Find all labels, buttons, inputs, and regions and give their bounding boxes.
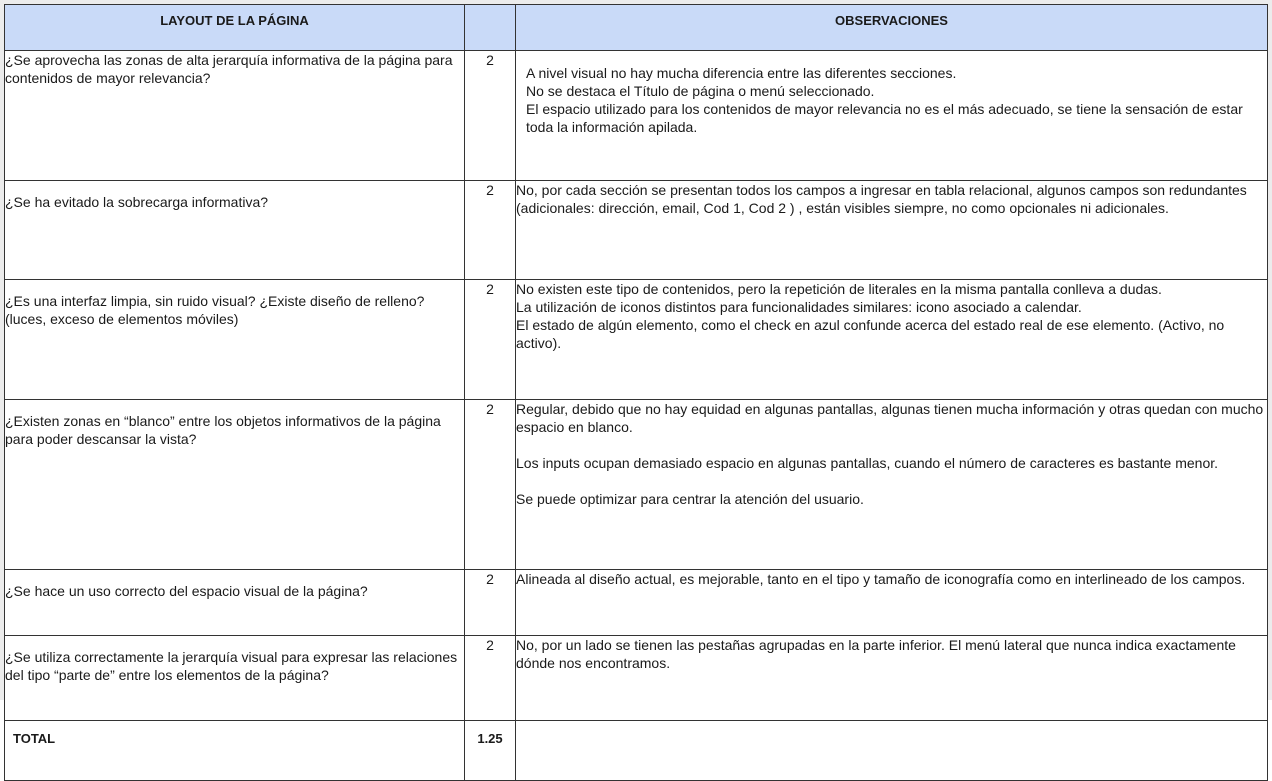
header-score bbox=[465, 5, 516, 51]
table-row bbox=[5, 181, 1268, 280]
total-label: TOTAL bbox=[5, 721, 465, 781]
observations-cell bbox=[516, 181, 1268, 280]
table-header-row bbox=[5, 5, 1268, 51]
question-cell: ¿Es una interfaz limpia, sin ruido visual? ¿Existe diseño de relleno?(luces, exceso de elementos móviles) bbox=[5, 280, 465, 400]
observation-line: El estado de algún elemento, como el check en azul confunde acerca del estado real de ese elemento. (Activo, no activo). bbox=[516, 317, 1225, 351]
observations-cell bbox=[516, 636, 1268, 721]
table-row bbox=[5, 400, 1268, 570]
score-cell: 2 bbox=[465, 636, 516, 721]
score-cell: 2 bbox=[465, 280, 516, 400]
observations-cell bbox=[516, 51, 1268, 181]
total-score: 1.25 bbox=[465, 721, 516, 781]
observation-line: No, por cada sección se presentan todos los campos a ingresar en tabla relacional, algunos campos son redundantes (adicionales: dirección, email, Cod 1, Cod 2 ) , están visibles siempre, no como opcionales ni adicionales. bbox=[516, 182, 1247, 216]
score-cell: 2 bbox=[465, 400, 516, 570]
score-cell: 2 bbox=[465, 51, 516, 181]
observation-line: No existen este tipo de contenidos, pero la repetición de literales en la misma pantalla conlleva a dudas. bbox=[516, 281, 1162, 297]
observation-line: No se destaca el Título de página o menú seleccionado. bbox=[526, 83, 875, 99]
observation-line: No, por un lado se tienen las pestañas agrupadas en la parte inferior. El menú lateral que nunca indica exactamente dónde nos encontramos. bbox=[516, 637, 1236, 671]
observations-cell bbox=[516, 570, 1268, 636]
question-cell: ¿Se ha evitado la sobrecarga informativa? bbox=[5, 181, 465, 280]
observation-line: La utilización de iconos distintos para funcionalidades similares: icono asociado a calendar. bbox=[516, 299, 1082, 315]
observation-line: Regular, debido que no hay equidad en algunas pantallas, algunas tienen mucha información y otras quedan con mucho espacio en blanco. bbox=[516, 401, 1264, 435]
table-row bbox=[5, 636, 1268, 721]
header-layout: LAYOUT DE LA PÁGINA bbox=[5, 5, 465, 51]
question-cell: ¿Se hace un uso correcto del espacio visual de la página? bbox=[5, 570, 465, 636]
observations-cell bbox=[516, 400, 1268, 570]
observation-line: Se puede optimizar para centrar la atención del usuario. bbox=[516, 491, 864, 507]
question-cell: ¿Existen zonas en “blanco” entre los objetos informativos de la página para poder descansar la vista? bbox=[5, 400, 465, 570]
total-observations bbox=[516, 721, 1268, 781]
total-row bbox=[5, 721, 1268, 781]
score-cell: 2 bbox=[465, 181, 516, 280]
observation-line: El espacio utilizado para los contenidos de mayor relevancia no es el más adecuado, se tiene la sensación de estar toda la información apilada. bbox=[526, 101, 1243, 135]
table-row bbox=[5, 280, 1268, 400]
observation-line: A nivel visual no hay mucha diferencia entre las diferentes secciones. bbox=[526, 65, 957, 81]
table-row bbox=[5, 51, 1268, 181]
observations-cell bbox=[516, 280, 1268, 400]
question-cell: ¿Se utiliza correctamente la jerarquía visual para expresar las relaciones del tipo “parte de” entre los elementos de la página? bbox=[5, 636, 465, 721]
evaluation-table bbox=[4, 4, 1268, 781]
header-observations: OBSERVACIONES bbox=[516, 5, 1268, 51]
observation-line: Alineada al diseño actual, es mejorable, tanto en el tipo y tamaño de iconografía como en interlineado de los campos. bbox=[516, 571, 1246, 587]
table-row bbox=[5, 570, 1268, 636]
score-cell: 2 bbox=[465, 570, 516, 636]
question-cell: ¿Se aprovecha las zonas de alta jerarquía informativa de la página para contenidos de mayor relevancia? bbox=[5, 51, 465, 181]
observation-line: Los inputs ocupan demasiado espacio en algunas pantallas, cuando el número de caracteres es bastante menor. bbox=[516, 455, 1219, 471]
